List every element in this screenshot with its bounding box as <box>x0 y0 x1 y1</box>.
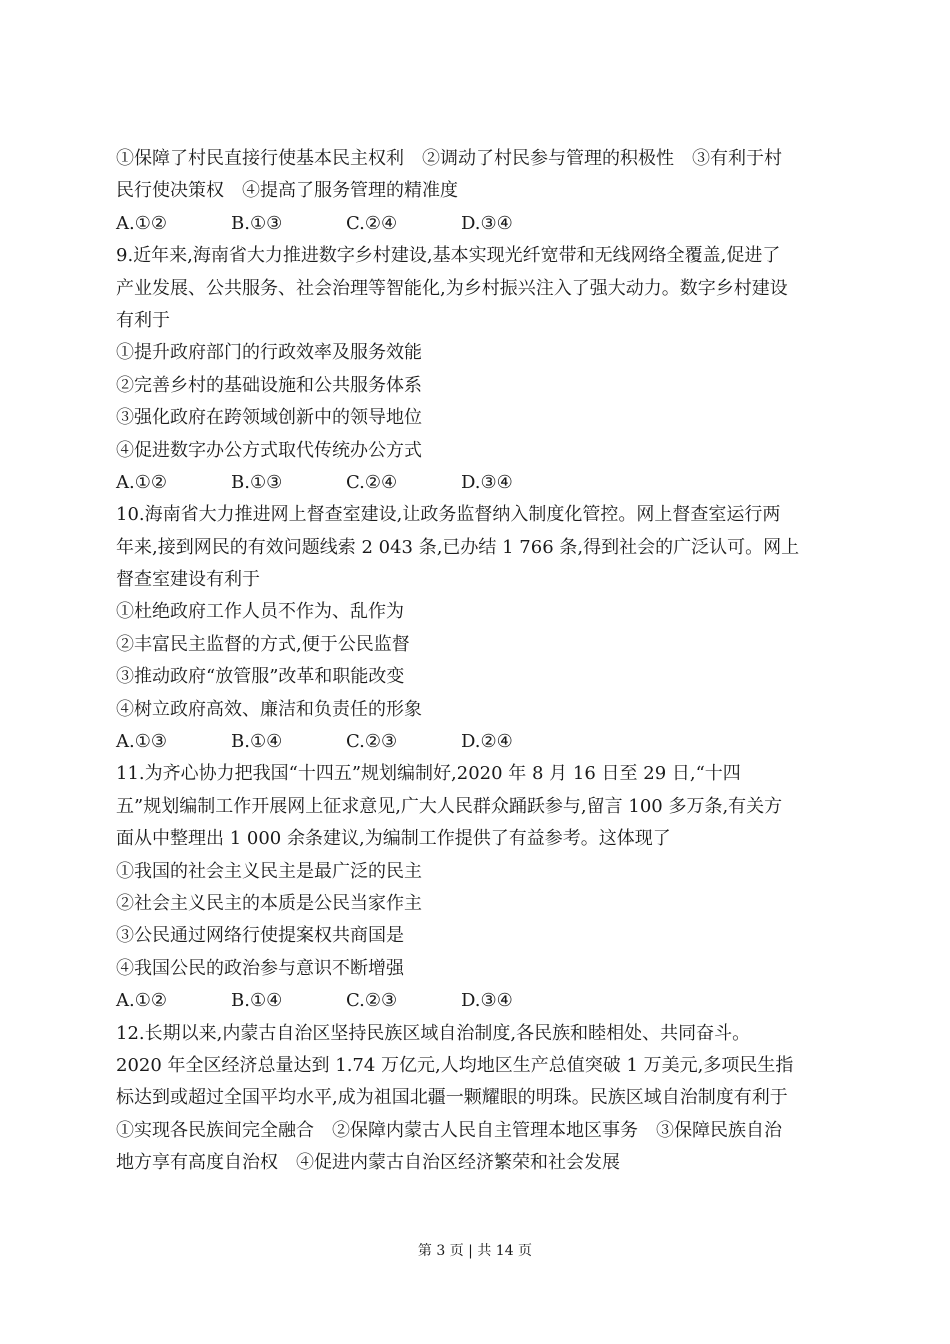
choice-d: D.②④ <box>461 731 513 753</box>
question-12-stem: 12.长期以来,内蒙古自治区坚持民族区域自治制度,各民族和睦相处、共同奋斗。 <box>116 1022 751 1044</box>
option-line: ④促进数字办公方式取代传统办公方式 <box>116 439 422 461</box>
option-line: 地方享有高度自治权 ④促进内蒙古自治区经济繁荣和社会发展 <box>116 1152 620 1174</box>
option-line: ①实现各民族间完全融合 ②保障内蒙古人民自主管理本地区事务 ③保障民族自治 <box>116 1119 782 1141</box>
choice-d: D.③④ <box>461 990 513 1012</box>
answer-choices <box>116 467 836 499</box>
choice-c: C.②④ <box>346 212 398 234</box>
choice-c: C.②④ <box>346 471 398 493</box>
option-line: ①提升政府部门的行政效率及服务效能 <box>116 342 422 364</box>
choice-c: C.②③ <box>346 990 398 1012</box>
choice-b: B.①③ <box>231 471 283 493</box>
choice-a: A.①② <box>116 990 167 1012</box>
question-11-stem: 11.为齐心协力把我国“十四五”规划编制好,2020 年 8 月 16 日至 29 日,“十四 <box>116 763 741 785</box>
document-body <box>116 143 836 1180</box>
choice-d: D.③④ <box>461 212 513 234</box>
option-line: ②完善乡村的基础设施和公共服务体系 <box>116 374 422 396</box>
answer-choices <box>116 985 836 1017</box>
option-line: ②丰富民主监督的方式,便于公民监督 <box>116 633 410 655</box>
option-line: ③公民通过网络行使提案权共商国是 <box>116 925 404 947</box>
option-line: ①我国的社会主义民主是最广泛的民主 <box>116 860 422 882</box>
answer-choices <box>116 208 836 240</box>
text-line: 年来,接到网民的有效问题线索 2 043 条,已办结 1 766 条,得到社会的广泛认可。网上 <box>116 536 800 558</box>
option-line: ③强化政府在跨领域创新中的领导地位 <box>116 407 422 429</box>
choice-a: A.①② <box>116 471 167 493</box>
text-line: 五”规划编制工作开展网上征求意见,广大人民群众踊跃参与,留言 100 多万条,有关方 <box>116 795 783 817</box>
text-line: 2020 年全区经济总量达到 1.74 万亿元,人均地区生产总值突破 1 万美元,多项民生指 <box>116 1054 794 1076</box>
option-line: ②社会主义民主的本质是公民当家作主 <box>116 892 422 914</box>
text-line: ①保障了村民直接行使基本民主权利 ②调动了村民参与管理的积极性 ③有利于村 <box>116 148 782 169</box>
option-line: ①杜绝政府工作人员不作为、乱作为 <box>116 601 404 623</box>
choice-d: D.③④ <box>461 471 513 493</box>
text-line: 民行使决策权 ④提高了服务管理的精准度 <box>116 180 458 202</box>
page-footer: 第 3 页 | 共 14 页 <box>417 1243 533 1259</box>
text-line: 有利于 <box>116 309 170 331</box>
choice-a: A.①② <box>116 212 167 234</box>
question-10-stem: 10.海南省大力推进网上督查室建设,让政务监督纳入制度化管控。网上督查室运行两 <box>116 504 781 526</box>
text-line: 产业发展、公共服务、社会治理等智能化,为乡村振兴注入了强大动力。数字乡村建设 <box>116 277 788 299</box>
text-line: 督查室建设有利于 <box>116 569 260 591</box>
option-line: ③推动政府“放管服”改革和职能改变 <box>116 666 405 688</box>
choice-b: B.①④ <box>231 990 283 1012</box>
choice-c: C.②③ <box>346 731 398 753</box>
text-line: 面从中整理出 1 000 余条建议,为编制工作提供了有益参考。这体现了 <box>116 828 671 850</box>
question-9-stem: 9.近年来,海南省大力推进数字乡村建设,基本实现光纤宽带和无线网络全覆盖,促进了 <box>116 245 781 267</box>
text-line: 标达到或超过全国平均水平,成为祖国北疆一颗耀眼的明珠。民族区域自治制度有利于 <box>116 1087 788 1109</box>
choice-b: B.①④ <box>231 731 283 753</box>
option-line: ④我国公民的政治参与意识不断增强 <box>116 957 404 979</box>
choice-a: A.①③ <box>116 731 167 753</box>
choice-b: B.①③ <box>231 212 283 234</box>
answer-choices <box>116 726 836 758</box>
option-line: ④树立政府高效、廉洁和负责任的形象 <box>116 698 422 720</box>
